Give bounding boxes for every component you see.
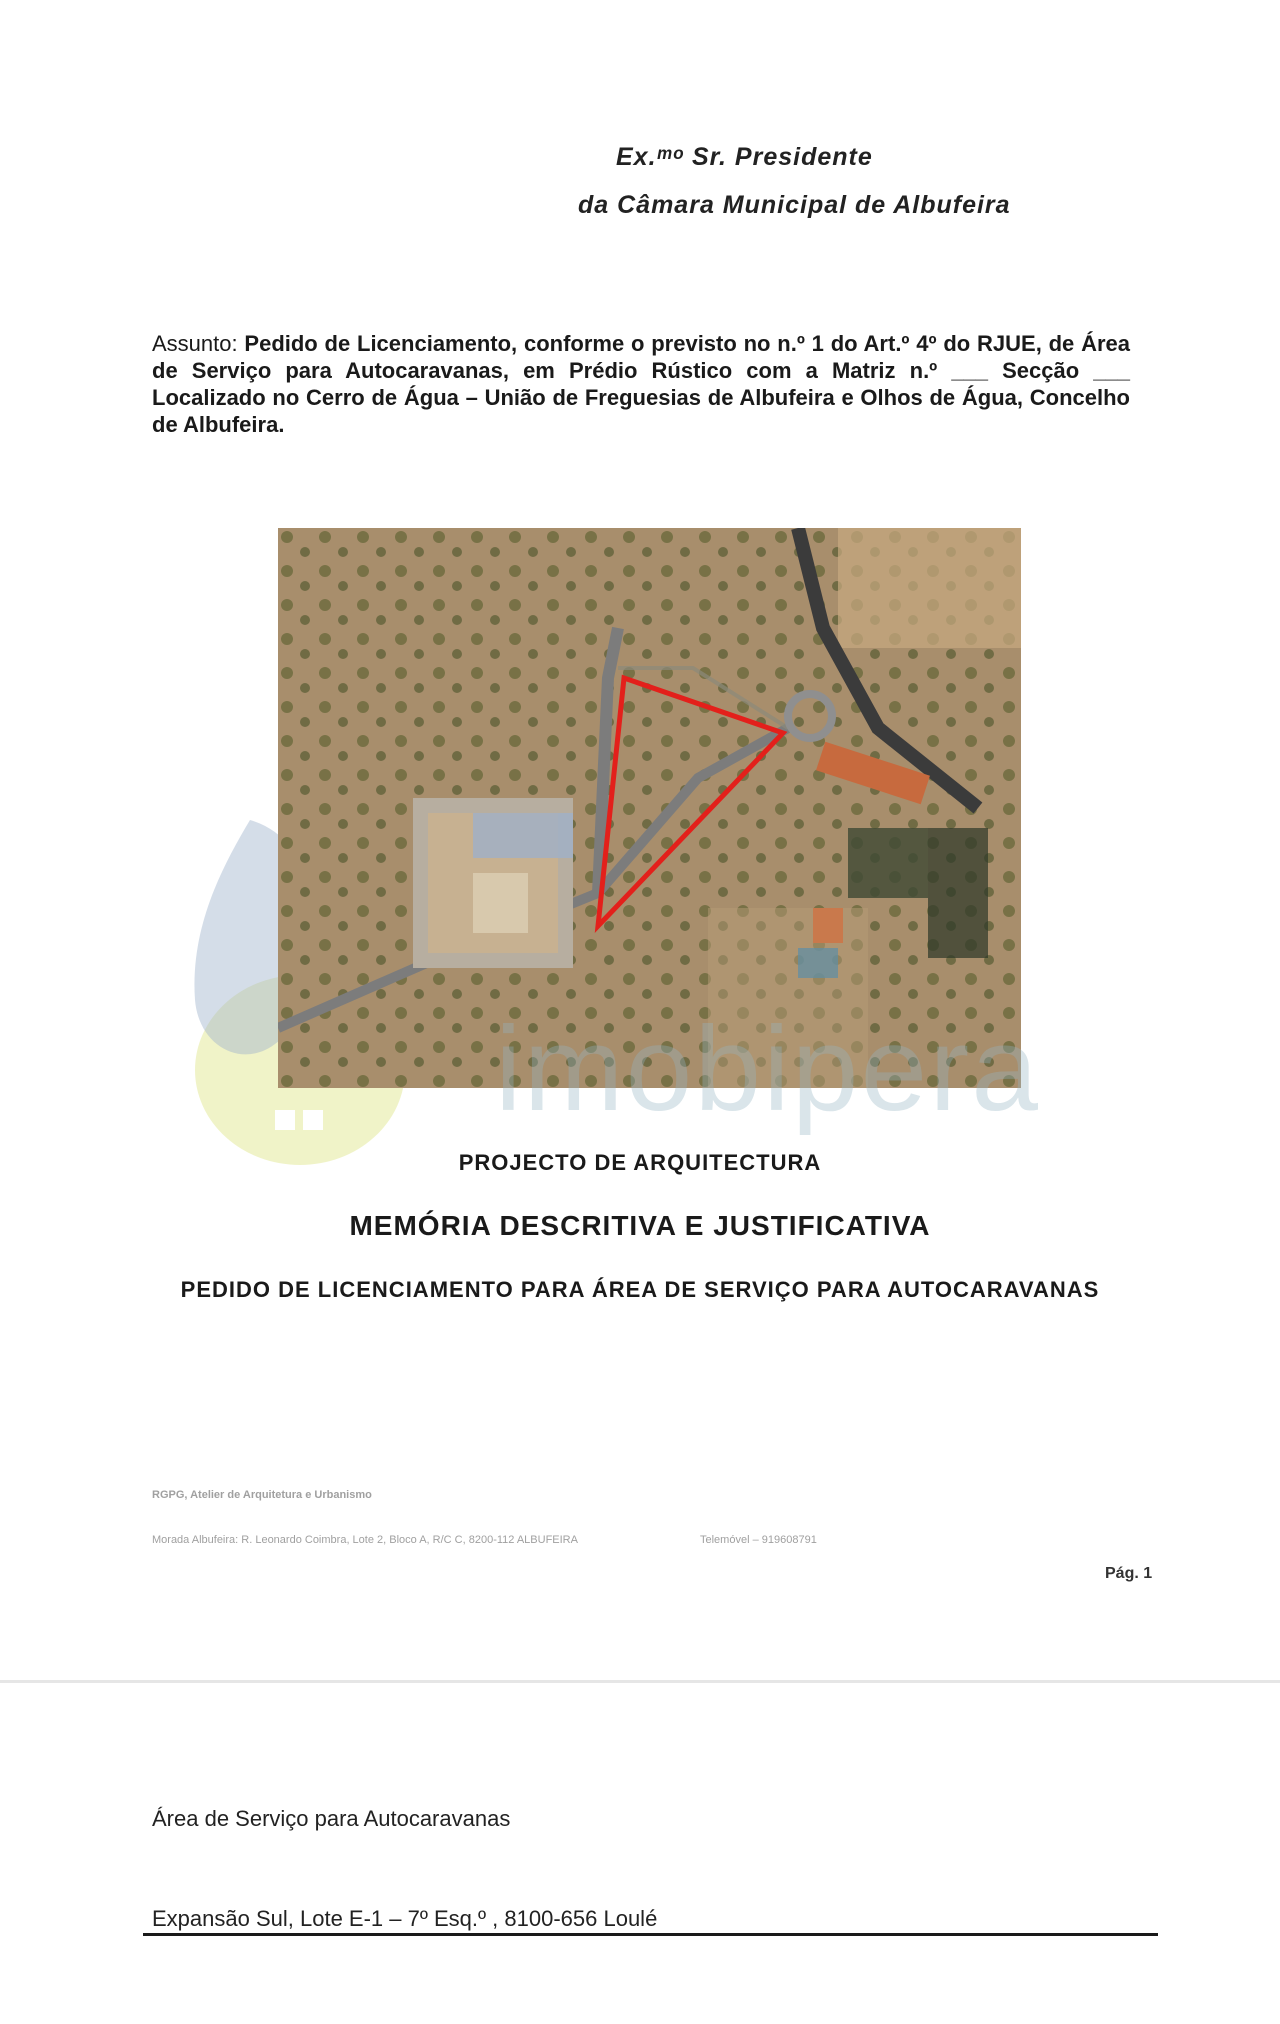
title-project: PROJECTO DE ARQUITECTURA — [458, 1150, 822, 1175]
title-pedido: PEDIDO DE LICENCIAMENTO PARA ÁREA DE SERVIÇO PARA AUTOCARAVANAS — [180, 1277, 1100, 1302]
title-memoria: MEMÓRIA DESCRITIVA E JUSTIFICATIVA — [349, 1210, 931, 1241]
subject-text: Pedido de Licenciamento, conforme o previsto no n.º 1 do Art.º 4º do RJUE, de Área de Serviço para Autocaravanas, em Prédio Rústico com a Matriz n.º ___ Secção ___ Localizado no Cerro de Água – União de Freguesias de Albufeira e Olhos de Água, Concelho de Albufeira. — [152, 331, 1130, 437]
page2-header-rule — [143, 1933, 1158, 1936]
subject-label: Assunto: — [152, 331, 238, 356]
footer-company: RGPG, Atelier de Arquitetura e Urbanismo — [152, 1489, 372, 1501]
page2-line-1: Área de Serviço para Autocaravanas — [152, 1806, 511, 1831]
subject-paragraph — [152, 330, 1130, 438]
watermark-text: imobipera — [495, 1002, 1040, 1136]
page-number: Pág. 1 — [1105, 1565, 1153, 1582]
footer-phone: Telemóvel – 919608791 — [700, 1534, 817, 1546]
footer-address: Morada Albufeira: R. Leonardo Coimbra, Lote 2, Bloco A, R/C C, 8200-112 ALBUFEIRA — [152, 1534, 578, 1546]
salutation-line-2: da Câmara Municipal de Albufeira — [578, 191, 1011, 219]
salutation-line-1: Ex.ᵐᵒ Sr. Presidente — [616, 143, 873, 171]
page-separator — [0, 1680, 1280, 1683]
page2-line-2: Expansão Sul, Lote E-1 – 7º Esq.º , 8100-656 Loulé — [152, 1906, 658, 1931]
